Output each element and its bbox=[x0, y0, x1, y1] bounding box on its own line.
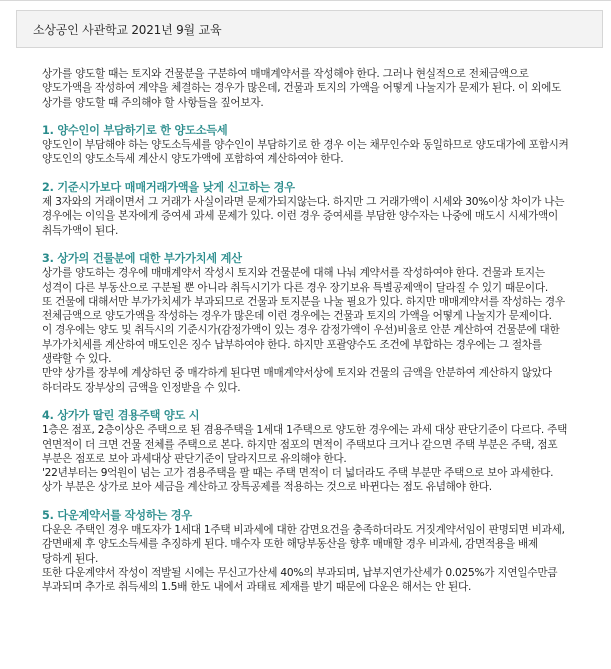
section-paragraph: 1층은 점포, 2층이상은 주택으로 된 겸용주택을 1세대 1주택으로 양도한 경우에는 과세 대상 판단기준이 다르다. 주택 연면적이 더 크면 건물 전체를 주택으로 본다. 하지만 점포의 면적이 주택보다 크거나 같으면 주택 부분은 주택, 점포 부분은 점포로 보아 과세대상 판단기준이 달라지므로 유의해야 한다. bbox=[42, 424, 568, 465]
section-paragraph: 만약 상가를 장부에 계상하던 중 매각하게 된다면 매매계약서상에 토지와 건물의 금액을 안분하여 계산하지 않았다 하더라도 장부상의 금액을 인정받을 수 있다. bbox=[42, 367, 552, 394]
page-title: 소상공인 사관학교 2021년 9월 교육 bbox=[33, 23, 222, 37]
section-3 bbox=[42, 252, 570, 395]
section-title: 2. 기준시가보다 매매거래가액을 낮게 신고하는 경우 bbox=[42, 180, 295, 194]
title-bar bbox=[16, 10, 603, 48]
section-title: 3. 상가의 건물분에 대한 부가가치세 계산 bbox=[42, 251, 242, 265]
section-2 bbox=[42, 181, 570, 238]
section-paragraph: 이 경우에는 양도 및 취득시의 기준시가(감정가액이 있는 경우 감정가액이 우선)비율로 안분 계산하여 건물분에 대한 부가가치세를 계산하여 매도인은 징수 납부하여야 한다. 하지만 포괄양수도 조건에 부합하는 경우에는 그 절차를 생략할 수 있다. bbox=[42, 324, 560, 366]
section-paragraph: 또한 다운계약서 작성이 적발될 시에는 무신고가산세 40%의 부과되며, 납부지연가산세가 0.025%가 지연일수만큼 부과되며 추가로 취득세의 1.5배 한도 내에서 과태료 제재를 받기 때문에 다운은 해서는 안 된다. bbox=[42, 566, 558, 594]
section-title: 1. 양수인이 부담하기로 한 양도소득세 bbox=[42, 123, 228, 137]
section-paragraph: 제 3자와의 거래이면서 그 거래가 사실이라면 문제가되지않는다. 하지만 그 거래가액이 시세와 30%이상 차이가 나는 경우에는 이익을 본자에게 증여세 과세 문제가 있다. 이런 경우 증여세를 부담한 양수자는 나중에 매도시 시세가액이 취득가액이 된다. bbox=[42, 196, 565, 237]
section-1 bbox=[42, 124, 570, 167]
section-5 bbox=[42, 509, 570, 595]
section-title: 4. 상가가 딸린 겸용주택 양도 시 bbox=[42, 408, 200, 422]
section-paragraph: 양도인이 부담해야 하는 양도소득세를 양수인이 부담하기로 한 경우 이는 채무인수와 동일하므로 양도대가에 포함시켜 양도인의 양도소득세 계산시 양도가액에 포함하여 계산하여야 한다. bbox=[42, 139, 569, 166]
section-paragraph: '22년부터는 9억원이 넘는 고가 겸용주택을 팔 때는 주택 면적이 더 넓더라도 주택 부분만 주택으로 보아 과세한다. 상가 부분은 상가로 보아 세금을 계산하고 장특공제를 적용하는 것으로 바뀐다는 점도 유념해야 한다. bbox=[42, 467, 554, 494]
section-4 bbox=[42, 409, 570, 495]
section-title: 5. 다운계약서를 작성하는 경우 bbox=[42, 508, 193, 522]
article-body bbox=[42, 67, 570, 595]
intro-paragraph: 상가를 양도할 때는 토지와 건물분을 구분하여 매매계약서를 작성해야 한다. 그러나 현실적으로 전체금액으로 양도가액을 작성하여 계약을 체결하는 경우가 많은데, 건물과 토지의 가액을 어떻게 나눌지가 문제가 된다. 이 외에도 상가를 양도할 때 주의해야 할 사항들을 짚어보자. bbox=[42, 68, 562, 109]
intro bbox=[42, 67, 570, 110]
section-paragraph: 상가를 양도하는 경우에 매매계약서 작성시 토지와 건물분에 대해 나눠 계약서를 작성하여야 한다. 건물과 토지는 성격이 다른 부동산으로 구분될 뿐 아니라 취득시기가 다른 경우 장기보유 특별공제액이 달라질 수 있기 때문이다. bbox=[42, 267, 549, 294]
section-paragraph: 다운은 주택인 경우 매도자가 1세대 1주택 비과세에 대한 감면요건을 충족하더라도 거짓계약서임이 판명되면 비과세, 감면배제 후 양도소득세를 추징하게 된다. 매수자 또한 해당부동산을 향후 매매할 경우 비과세, 감면적용을 배제 당하게 된다. bbox=[42, 524, 565, 565]
section-paragraph: 또 건물에 대해서만 부가가치세가 부과되므로 건물과 토지분을 나눌 필요가 있다. 하지만 매매계약서를 작성하는 경우 전체금액으로 양도가액을 작성하는 경우가 많은데 이런 경우에는 건물과 토지의 가액을 어떻게 나눌지가 문제이다. bbox=[42, 295, 565, 323]
